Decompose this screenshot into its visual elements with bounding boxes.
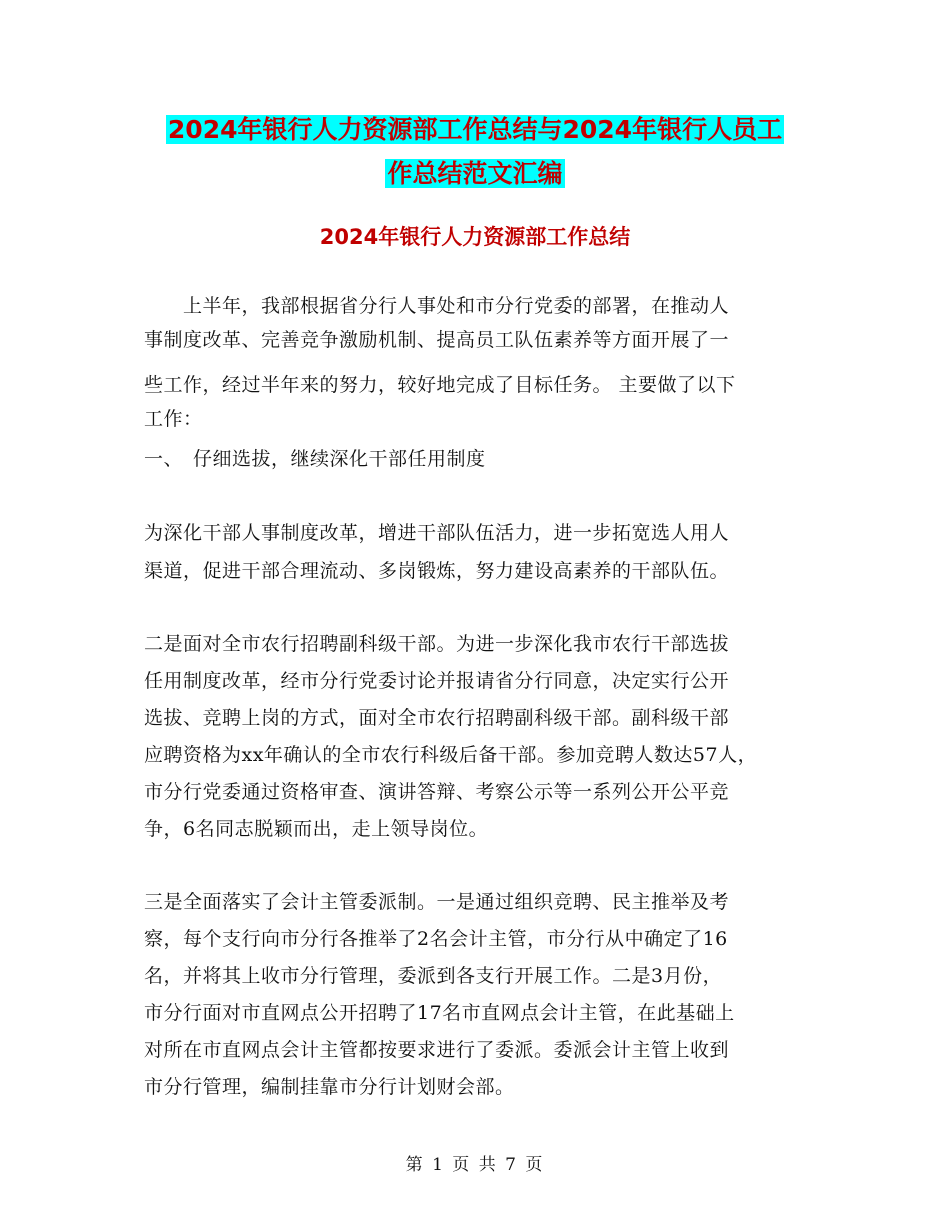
body-line: 任用制度改革，经市分行党委讨论并报请省分行同意，决定实行公开 — [144, 670, 730, 692]
body-line: 事制度改革、完善竞争激励机制、提高员工队伍素养等方面开展了一 — [144, 329, 730, 351]
title-highlight-2: 作总结范文汇编 — [387, 159, 563, 188]
body-line: 三是全面落实了会计主管委派制。一是通过组织竞聘、民主推举及考 — [144, 891, 730, 913]
page-number-footer: 第 1 页 共 7 页 — [405, 1155, 545, 1175]
body-line: 一、 仔细选拔，继续深化干部任用制度 — [144, 448, 486, 470]
body-line: 市分行管理，编制挂靠市分行计划财会部。 — [144, 1076, 515, 1098]
body-line: 察，每个支行向市分行各推举了2名会计主管，市分行从中确定了16 — [144, 928, 728, 950]
body-line: 名，并将其上收市分行管理，委派到各支行开展工作。二是3月份， — [144, 965, 723, 987]
body-line: 市分行面对市直网点公开招聘了17名市直网点会计主管，在此基础上 — [144, 1002, 735, 1024]
body-line: 对所在市直网点会计主管都按要求进行了委派。委派会计主管上收到 — [144, 1039, 730, 1061]
body-line: 上半年，我部根据省分行人事处和市分行党委的部署，在推动人 — [144, 295, 730, 317]
document-title-line-2 — [0, 156, 950, 192]
body-line: 二是面对全市农行招聘副科级干部。为进一步深化我市农行干部选拔 — [144, 633, 730, 655]
body-line: 渠道，促进干部合理流动、多岗锻炼，努力建设高素养的干部队伍。 — [144, 560, 730, 582]
document-title-line-1 — [0, 112, 950, 148]
body-line: 市分行党委通过资格审查、演讲答辩、考察公示等一系列公开公平竞 — [144, 781, 730, 803]
section-title: 2024年银行人力资源部工作总结 — [319, 225, 631, 249]
body-line: 选拔、竞聘上岗的方式，面对全市农行招聘副科级干部。副科级干部 — [144, 707, 730, 729]
title-highlight-1: 2024年银行人力资源部工作总结与2024年银行人员工 — [167, 115, 783, 144]
body-line: 争，6名同志脱颖而出，走上领导岗位。 — [144, 818, 489, 840]
body-line: 为深化干部人事制度改革，增进干部队伍活力，进一步拓宽选人用人 — [144, 522, 730, 544]
body-line: 工作： — [144, 408, 203, 430]
body-line: 应聘资格为xx年确认的全市农行科级后备干部。参加竞聘人数达57人， — [144, 744, 758, 766]
body-line: 些工作，经过半年来的努力，较好地完成了目标任务。 主要做了以下 — [144, 374, 736, 396]
